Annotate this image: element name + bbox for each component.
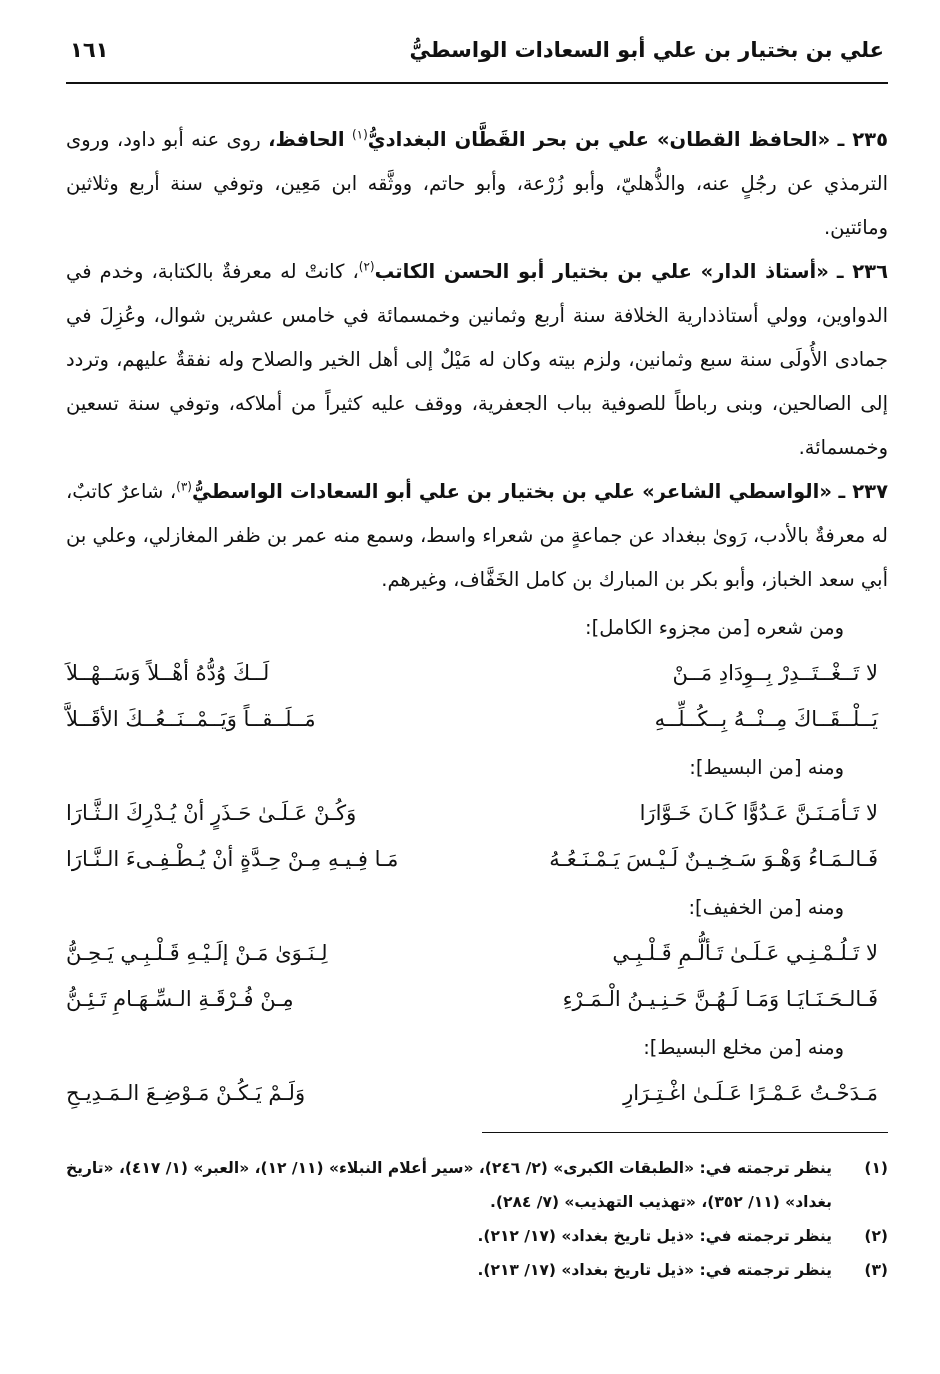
poem-1 [66, 606, 888, 742]
verse-line [66, 696, 888, 742]
book-page [66, 38, 888, 1354]
verse-first-hemistich: فَـالـحَـنَـايَـا وَمَـا لَـهُـنَّ حَـنِـيـنُ الْـمَـرْءِ [562, 987, 878, 1011]
poem-4 [66, 1026, 888, 1116]
entry-heading: «أستاذ الدار» علي بن بختيار أبو الحسن الكاتب [374, 260, 829, 283]
footnote-text: ينظر ترجمته في: «الطبقات الكبرى» (٢/ ٢٤٦)، «سير أعلام النبلاء» (١١/ ١٢)، «العبر» (١/ ٤١٧)، «تاريخ بغداد» (١١/ ٣٥٢)، «تهذيب التهذيب» (٧/ ٢٨٤). [65, 1159, 832, 1211]
footnote-text: ينظر ترجمته في: «ذيل تاريخ بغداد» (١٧/ ٢١٣). [477, 1261, 832, 1279]
verse-second-hemistich: وَلَـمْ يَـكُـنْ مَـوْضِـعَ الـمَـدِيـحِ [66, 1081, 306, 1105]
running-header [66, 38, 888, 84]
verse-first-hemistich: يَــلْــقَــاكَ مِــنْــهُ بِــكُــلِّــهِ [654, 707, 878, 731]
footnote-3 [66, 1253, 888, 1287]
poem-intro: ومنه [من البسيط]: [689, 756, 844, 779]
footnote-2 [66, 1219, 888, 1253]
footnote-text: ينظر ترجمته في: «ذيل تاريخ بغداد» (١٧/ ٢١٢). [477, 1227, 832, 1245]
verse-second-hemistich: مَــلَــقــاً وَيَــمْــنَــعُــكَ الأقَــلاَّ [66, 707, 316, 731]
footnote-1 [66, 1151, 888, 1219]
verse-line [66, 650, 888, 696]
verse-first-hemistich: لا تَـلُـمْـنِـي عَـلَـىٰ تَـألُّـمِ قَـلْـبِـي [612, 941, 878, 965]
entry-number: ٢٣٥ ـ [837, 128, 888, 151]
verse-line [66, 836, 888, 882]
verse-second-hemistich: لَــكَ وُدُّهُ أهْــلاً وَسَــهْــلاَ [66, 661, 270, 685]
verse-first-hemistich: مَـدَحْـتُ عَـمْـرًا عَـلَـىٰ اغْـتِـرَارِ [623, 1081, 878, 1105]
verse-first-hemistich: فَـالـمَـاءُ وَهْـوَ سَـخِـيـنٌ لَـيْـسَ يَـمْـنَـعُـهُ [549, 847, 878, 871]
poem-intro: ومن شعره [من مجزوء الكامل]: [585, 616, 844, 639]
verse-first-hemistich: لا تَــغْــتَــدِرْ بِــوِدَادِ مَــنْ [672, 661, 878, 685]
footnote-number: (٣) [864, 1261, 888, 1279]
footnote-marker: (٢) [358, 259, 375, 274]
entry-number: ٢٣٦ ـ [836, 260, 888, 283]
footnote-marker: (١) [351, 127, 368, 142]
page-body [66, 118, 888, 1287]
entry-number: ٢٣٧ ـ [838, 480, 888, 503]
entry-text: ، كانتْ له معرفةٌ بالكتابة، وخدم في الدواوين، وولي أستاذدارية الخلافة سنة أربع وثمانين وخمسمائة في خامس عشرين شوال، وعُزِلَ في جمادى الأُولَى سنة سبع وثمانين، ولزم بيته وكان له مَيْلٌ إلى أهل الخير والصلاح وله نفقةٌ عليهم، وتردد إلى الصالحين، وبنى رباطاً للصوفية بباب الجعفرية، ووقف عليه كثيراً من أملاكه، وتوفي سنة تسعين وخمسمائة. [66, 260, 888, 459]
footnote-marker: (٣) [176, 479, 192, 494]
header-title: علي بن بختيار بن علي أبو السعادات الواسطيُّ [409, 38, 884, 62]
verse-second-hemistich: مَـا فِـيـهِ مِـنْ حِـدَّةٍ أنْ يُـطْـفِـىءَ الـنَّـارَا [66, 847, 399, 871]
verse-line [66, 790, 888, 836]
verse-line [66, 976, 888, 1022]
footnote-separator [482, 1132, 888, 1133]
verse-first-hemistich: لا تَـأمَـنَـنَّ عَـدُوًّا كَـانَ خَـوَّارَا [639, 801, 878, 825]
verse-second-hemistich: وَكُـنْ عَـلَـىٰ حَـذَرٍ أنْ يُـدْرِكَ الـثَّـارَا [66, 801, 357, 825]
poem-3 [66, 886, 888, 1022]
entry-text: روى عنه أبو داود، وروى الترمذي عن رجُلٍ عنه، والذُّهليّ، وأبو زُرْعة، وأبو حاتم، ووثَّقه ابن مَعِين، وتوفي سنة أربع وثلاثين ومائتين. [66, 128, 888, 239]
footnotes [66, 1151, 888, 1287]
entry-235 [66, 118, 888, 250]
entry-236 [66, 250, 888, 470]
verse-line [66, 1070, 888, 1116]
entry-237 [66, 470, 888, 602]
entry-heading: «الواسطي الشاعر» علي بن بختيار بن علي أبو السعادات الواسطيُّ [191, 480, 832, 503]
page-number: ١٦١ [70, 38, 109, 62]
poem-2 [66, 746, 888, 882]
entry-heading: «الحافظ القطان» علي بن بحر القَطَّان البغداديُّ [367, 128, 831, 151]
entry-text: ، شاعرٌ كاتبٌ، له معرفةٌ بالأدب، رَوىٰ ببغداد عن جماعةٍ من شعراء واسط، وسمع منه عمر بن ظفر المغازلي، وعلي بن أبي سعد الخباز، وأبو بكر بن المبارك بن كامل الخَفَّاف، وغيرهم. [66, 480, 888, 591]
footnote-rule-wrap [66, 1116, 888, 1151]
entry-heading-suffix: الحافظ، [268, 128, 345, 151]
verse-line [66, 930, 888, 976]
poem-intro: ومنه [من الخفيف]: [688, 896, 844, 919]
footnote-number: (١) [864, 1159, 888, 1177]
footnote-number: (٢) [864, 1227, 888, 1245]
verse-second-hemistich: لِـنَـوَىٰ مَـنْ إلَـيْـهِ قَـلْـبِـي يَـحِـنُّ [66, 941, 328, 965]
poem-intro: ومنه [من مخلع البسيط]: [643, 1036, 844, 1059]
verse-second-hemistich: مِـنْ فُـرْقَـةِ الـسِّـهَـامِ تَـئِـنُّ [66, 987, 294, 1011]
